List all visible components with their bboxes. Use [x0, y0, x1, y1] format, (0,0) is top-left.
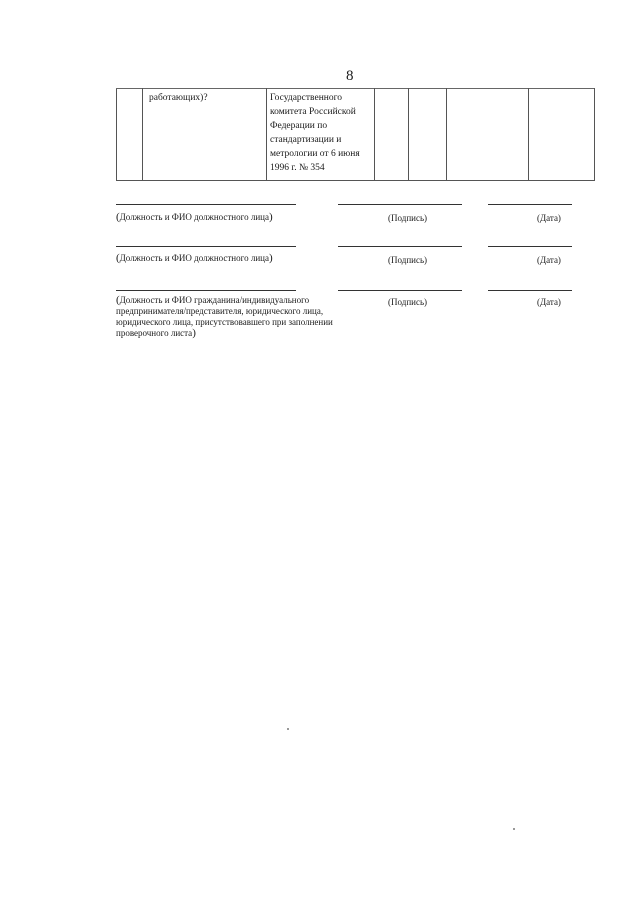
table-cell-legal-basis: Государственного комитета Российской Федерации по стандартизации и метрологии от 6 июня 1996 г. № 354: [267, 89, 375, 181]
position-line: [116, 246, 296, 247]
signature-line: [338, 204, 462, 205]
date-caption: (Дата): [537, 213, 561, 223]
page-number: 8: [346, 68, 354, 84]
table-row: [117, 89, 595, 181]
position-caption: (Должность и ФИО должностного лица): [116, 252, 273, 264]
signature-line: [338, 246, 462, 247]
table-cell-note: [529, 89, 595, 181]
date-line: [488, 246, 572, 247]
signature-block-3: [116, 290, 576, 350]
table-cell-index: [117, 89, 143, 181]
table-cell-not-applicable: [447, 89, 529, 181]
position-caption: (Должность и ФИО должностного лица): [116, 211, 273, 223]
signature-line: [338, 290, 462, 291]
signature-block-1: [116, 204, 576, 234]
position-line: [116, 204, 296, 205]
signature-block-2: [116, 246, 576, 276]
table-cell-question: работающих)?: [143, 89, 267, 181]
checklist-table-fragment: [116, 88, 594, 181]
date-line: [488, 290, 572, 291]
signature-caption: (Подпись): [388, 255, 428, 265]
date-caption: (Дата): [537, 297, 561, 307]
signature-caption: (Подпись): [388, 297, 428, 307]
table-cell-no: [409, 89, 447, 181]
position-line: [116, 290, 296, 291]
date-caption: (Дата): [537, 255, 561, 265]
position-caption: (Должность и ФИО гражданина/индивидуального предпринимателя/представителя, юридического лица, юридического лица, присутствовавшего при заполнении проверочного листа): [116, 294, 333, 339]
scan-speck: [287, 728, 289, 730]
date-line: [488, 204, 572, 205]
table-cell-yes: [375, 89, 409, 181]
scan-speck: [513, 828, 515, 830]
signature-caption: (Подпись): [388, 213, 428, 223]
